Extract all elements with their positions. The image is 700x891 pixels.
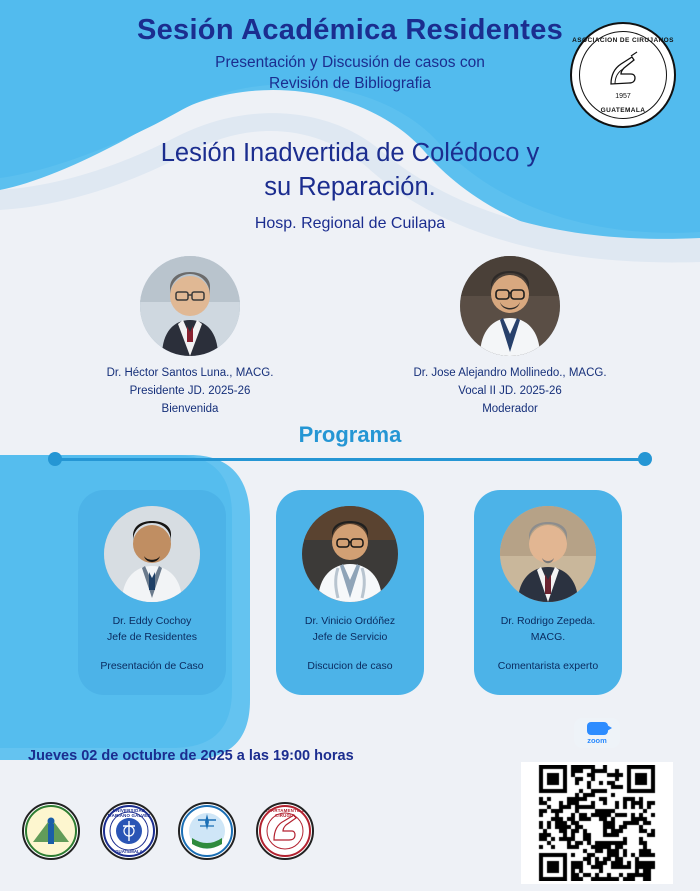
logo-universidad-mariano-galvez — [100, 802, 158, 860]
speaker-2-position: Jefe de Servicio — [312, 630, 388, 643]
logo-2-top-text: UNIVERSIDAD MARIANO GALVEZ — [107, 808, 151, 818]
speaker-1-name: Dr. Eddy Cochoy — [112, 615, 192, 627]
speaker-1-role: Presentación de Caso — [100, 659, 204, 672]
speaker-card-1 — [78, 490, 226, 695]
page-title: Sesión Académica Residentes — [136, 14, 564, 46]
speaker-3-name: Dr. Rodrigo Zepeda. — [500, 615, 596, 627]
chair-1-position: Presidente JD. 2025-26 — [129, 384, 251, 397]
subtitle-line-1: Presentación y Discusión de casos con — [215, 54, 485, 72]
zoom-badge — [574, 718, 620, 748]
portrait-vinicio-ordonez — [302, 506, 398, 602]
case-title-line-1: Lesión Inadvertida de Colédoco y — [160, 139, 540, 167]
seal-top-text: ASOCIACION DE CIRUJANOS — [572, 37, 674, 44]
chair-1-name: Dr. Héctor Santos Luna., MACG. — [106, 367, 274, 379]
chair-person-1 — [60, 256, 320, 418]
programa-divider — [54, 458, 646, 461]
speaker-card-3 — [474, 490, 622, 695]
chair-person-2 — [380, 256, 640, 418]
speaker-card-2 — [276, 490, 424, 695]
logo-2-bottom-text: GUATEMALA — [115, 849, 143, 854]
association-seal-logo — [570, 22, 676, 128]
logo-ministerio-salud — [178, 802, 236, 860]
chair-2-role: Moderador — [482, 402, 538, 415]
hospital-name: Hosp. Regional de Cuilapa — [254, 215, 446, 232]
case-title-line-2: su Reparación. — [264, 173, 436, 202]
speaker-3-position: MACG. — [530, 630, 566, 643]
chair-2-name: Dr. Jose Alejandro Mollinedo., MACG. — [413, 367, 607, 379]
portrait-rodrigo-zepeda — [500, 506, 596, 602]
speaker-3-role: Comentarista experto — [497, 659, 599, 672]
logo-departamento-cirugia — [256, 802, 314, 860]
speaker-1-position: Jefe de Residentes — [107, 630, 197, 643]
logo-4-top-text: DEPARTAMENTO DE CIRUGIA — [261, 808, 309, 818]
seal-bottom-text: GUATEMALA — [600, 107, 646, 114]
programa-heading: Programa — [298, 422, 402, 447]
chair-1-role: Bienvenida — [161, 402, 219, 415]
portrait-hector-santos — [140, 256, 240, 356]
subtitle-line-2: Revisión de Bibliografia — [269, 75, 431, 93]
speaker-2-name: Dr. Vinicio Ordóñez — [304, 615, 396, 627]
speaker-2-role: Discucion de caso — [307, 659, 393, 672]
logo-hospital-piramide — [22, 802, 80, 860]
portrait-eddy-cochoy — [104, 506, 200, 602]
programa-divider-dot-left — [48, 452, 62, 466]
chair-2-position: Vocal II JD. 2025-26 — [458, 384, 562, 397]
seal-year: 1957 — [615, 93, 631, 100]
event-date: Jueves 02 de octubre de 2025 a las 19:00 horas — [28, 748, 354, 764]
qr-code[interactable] — [521, 762, 673, 884]
hand-scalpel-icon — [601, 50, 645, 94]
zoom-label: zoom — [587, 735, 607, 745]
case-title — [0, 136, 700, 205]
programa-divider-dot-right — [638, 452, 652, 466]
portrait-jose-mollinedo — [460, 256, 560, 356]
zoom-camera-icon — [587, 722, 608, 735]
